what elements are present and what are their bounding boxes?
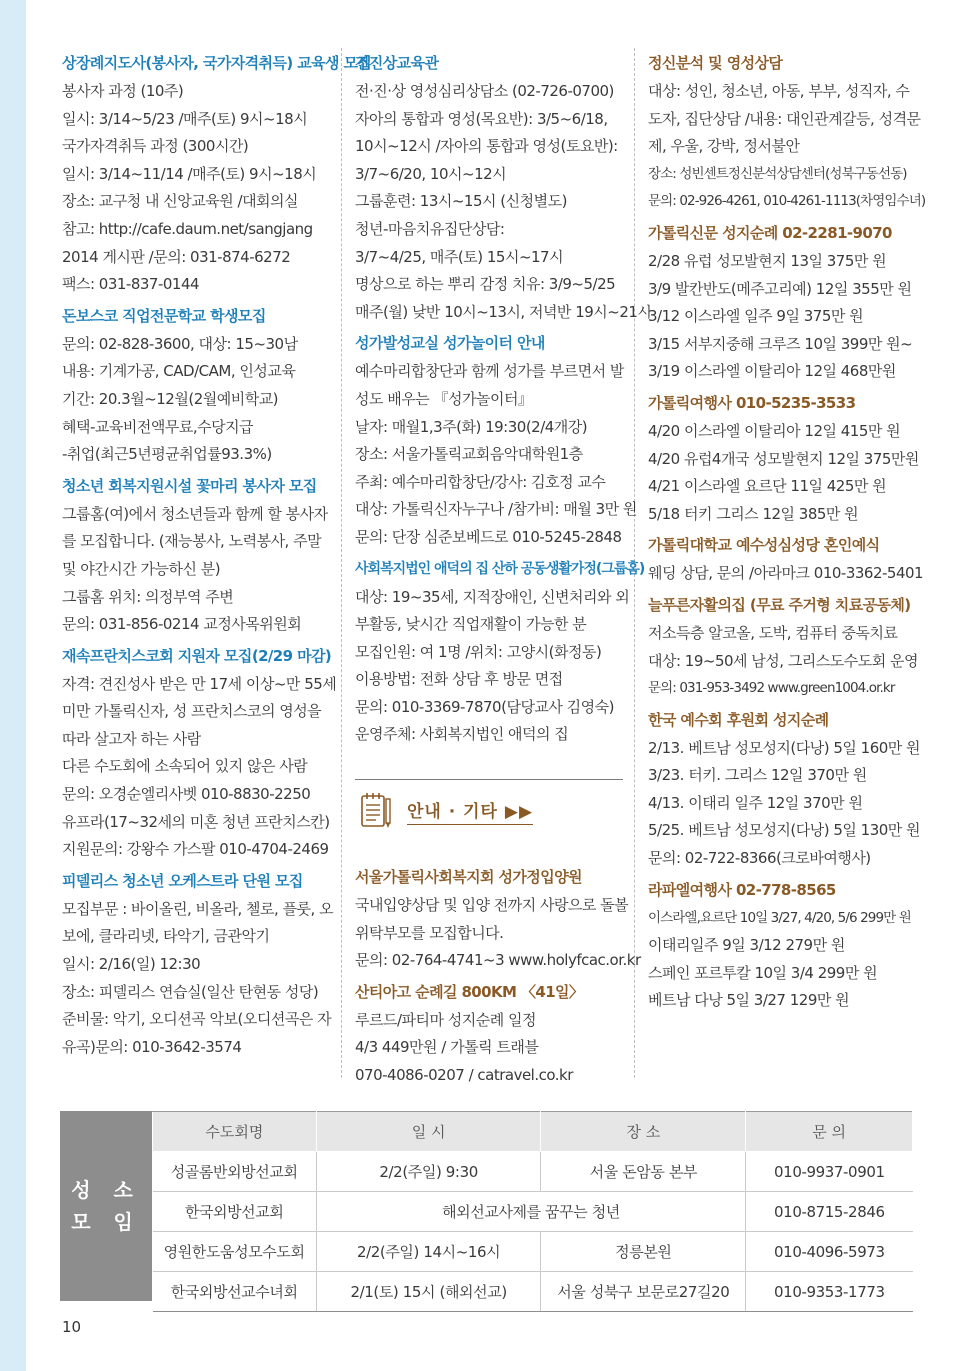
table-row [153, 1232, 913, 1272]
text-line: 5/18 터키 그리스 12일 385만 원 [648, 504, 859, 523]
text-line: 전·진·상 영성심리상담소 (02-726-0700) [355, 82, 614, 100]
section-title: 산티아고 순례길 800KM 〈41일〉 [355, 982, 584, 1001]
section-body [355, 1007, 623, 1090]
text-line: 스페인 포르투칼 10일 3/4 299만 원 [648, 963, 878, 982]
section-body [62, 78, 330, 299]
text-line: 루르드/파티마 성지순례 일정 [355, 1010, 536, 1029]
text-line: 예수마리합창단과 함께 성가를 부르면서 발 [355, 362, 624, 381]
section-title: 늘푸른자활의집 (무료 주거형 치료공동체) [648, 595, 911, 614]
column-2 [355, 46, 652, 1090]
section-title: 가톨릭대학교 예수성심성당 혼인예식 [648, 536, 880, 555]
table-cell: 2/2(주일) 9:30 [316, 1152, 541, 1192]
text-line: 일시: 3/14~5/23 /매주(토) 9시~18시 [62, 109, 308, 128]
page-number: 10 [62, 1318, 82, 1336]
text-line: 자아의 통합과 영성(목요반): 3/5~6/18, [355, 109, 608, 128]
text-line: 070-4086-0207 / catravel.co.kr [355, 1066, 573, 1085]
section-title: 가톨릭신문 성지순례 02-2281-9070 [648, 223, 892, 242]
text-line: 부활동, 낮시간 직업재활이 가능한 분 [355, 615, 587, 634]
section-title: 성가발성교실 성가놀이터 안내 [355, 334, 545, 353]
text-line: 장소: 교구청 내 신앙교육원 /대회의실 [62, 192, 299, 211]
side-label-line: 성 소 [71, 1178, 141, 1202]
text-line: 2014 게시판 /문의: 031-874-6272 [62, 247, 291, 266]
text-line: 유곡)문의: 010-3642-3574 [62, 1037, 242, 1056]
text-line: 운영주체: 사회복지법인 애덕의 집 [355, 725, 569, 744]
column-header: 일 시 [316, 1112, 541, 1152]
section-title: 사회복지법인 애덕의 집 산하 공동생활가정(그룹홈) [355, 560, 645, 577]
text-line: 3/15 서부지중해 크루즈 10일 399만 원~ [648, 334, 913, 353]
column-3 [648, 46, 926, 1015]
table-side-label [60, 1111, 152, 1301]
column-header: 장 소 [541, 1112, 746, 1152]
section-body [355, 892, 641, 975]
section-title: 상장례지도사(봉사자, 국가자격취득) 교육생 모집 [62, 54, 372, 72]
section-title: 피델리스 청소년 오케스트라 단원 모집 [62, 871, 303, 890]
text-line: 날자: 매월1,3주(화) 19:30(2/4개강) [355, 417, 588, 436]
vocation-meeting-table [60, 1111, 913, 1301]
section-body [355, 78, 652, 326]
table-row [153, 1272, 913, 1312]
text-line: 이스라엘,요르단 10일 3/27, 4/20, 5/6 299만 원 [648, 909, 911, 926]
section-title: 가톨릭여행사 010-5235-3533 [648, 393, 856, 412]
text-line: 팩스: 031-837-0144 [62, 275, 200, 294]
text-line: 일시: 2/16(일) 12:30 [62, 955, 201, 974]
text-line: 봉사자 과정 (10주) [62, 82, 184, 100]
table-header-row [153, 1112, 913, 1152]
section-body [648, 735, 921, 873]
table-cell: 2/2(주일) 14시~16시 [316, 1232, 541, 1272]
text-line: 4/20 유럽4개국 성모발현지 12일 375만원 [648, 449, 919, 468]
text-line: 국가자격취득 과정 (300시간) [62, 137, 249, 156]
section-body [62, 501, 330, 639]
column-header: 문 의 [746, 1112, 913, 1152]
table-row [153, 1192, 913, 1232]
text-line: 문의: 02-764-4741~3 www.holyfcac.or.kr [355, 951, 641, 970]
text-line: 그룹홈(여)에서 청소년들과 함께 할 봉사자 [62, 504, 328, 523]
text-line: 를 모집합니다. (재능봉사, 노력봉사, 주말 [62, 532, 322, 551]
text-line: 문의: 오경순엘리사벳 010-8830-2250 [62, 785, 311, 804]
notice-label: 안내 · 기타 ▶▶ [407, 797, 533, 825]
text-line: 4/3 449만원 / 가톨릭 트래블 [355, 1038, 539, 1057]
text-line: 이태리일주 9일 3/12 279만 원 [648, 936, 845, 955]
text-line: 지원문의: 강왕수 가스팔 010-4704-2469 [62, 840, 329, 859]
text-line: 저소득층 알코올, 도박, 컴퓨터 중독치료 [648, 623, 898, 642]
text-line: 모집부문 : 바이올린, 비올라, 첼로, 플룻, 오 [62, 899, 334, 918]
text-line: 미만 가톨릭신자, 성 프란치스코의 영성을 [62, 702, 322, 721]
text-line: 장소: 피델리스 연습실(일산 탄현동 성당) [62, 982, 319, 1001]
text-line: 3/7~4/25, 매주(토) 15시~17시 [355, 247, 564, 266]
text-line: 다른 수도회에 소속되어 있지 않은 사람 [62, 757, 308, 776]
section-title: 재속프란치스코회 지원자 모집(2/29 마감) [62, 646, 332, 665]
text-line: 자격: 견진성사 받은 만 17세 이상~만 55세 [62, 674, 337, 693]
table-cell: 성골롬반외방선교회 [153, 1152, 317, 1192]
column-divider [341, 48, 342, 1078]
text-line: 이용방법: 전화 상담 후 방문 면접 [355, 670, 563, 689]
text-line: 참고: http://cafe.daum.net/sangjang [62, 219, 313, 238]
section-body [648, 620, 916, 703]
text-line: 보에, 클라리넷, 타악기, 금관악기 [62, 927, 270, 946]
text-line: 제, 우울, 강박, 정서불안 [648, 137, 800, 156]
text-line: 2/13. 베트남 성모성지(다낭) 5일 160만 원 [648, 738, 921, 757]
table-cell: 한국외방선교회 [153, 1192, 317, 1232]
schedule-table [152, 1111, 913, 1312]
column-1 [62, 46, 372, 1061]
text-line: 내용: 기계가공, CAD/CAM, 인성교육 [62, 362, 296, 381]
text-line: 그룹훈련: 13시~15시 (신청별도) [355, 192, 567, 211]
section-title: 라파엘여행사 02-778-8565 [648, 880, 836, 899]
table-cell: 정릉본원 [541, 1232, 746, 1272]
table-cell: 해외선교사제를 꿈꾸는 청년 [316, 1192, 745, 1232]
section-body [648, 905, 916, 1015]
table-cell: 서울 성북구 보문로27길20 [541, 1272, 746, 1312]
text-line: 문의: 010-3369-7870(담당교사 김영숙) [355, 697, 615, 716]
section-title: 서울가톨릭사회복지회 성가정입양원 [355, 868, 582, 887]
text-line: 기간: 20.3월~12월(2월예비학교) [62, 389, 279, 408]
text-line: 대상: 성인, 청소년, 아동, 부부, 성직자, 수 [648, 82, 910, 100]
text-line: 문의: 031-953-3492 www.green1004.or.kr [648, 680, 895, 697]
column-header: 수도회명 [153, 1112, 317, 1152]
section-body [62, 331, 330, 469]
left-color-band [0, 0, 26, 1371]
text-line: 국내입양상담 및 입양 전까지 사랑으로 돌볼 [355, 896, 629, 915]
text-line: 위탁부모를 모집합니다. [355, 923, 504, 942]
text-line: 장소: 서울가톨릭교회음악대학원1층 [355, 445, 583, 464]
table-cell: 010-9937-0901 [746, 1152, 913, 1192]
section-title: 한국 예수회 후원회 성지순례 [648, 710, 829, 729]
table-row [153, 1152, 913, 1192]
section-body [648, 560, 924, 588]
text-line: 주최: 예수마리합창단/강사: 김호정 교수 [355, 472, 606, 491]
text-line: 청년-마음치유집단상담: [355, 219, 505, 238]
text-line: 10시~12시 /자아의 통합과 영성(토요반): [355, 137, 618, 156]
text-line: 유프라(17~32세의 미혼 청년 프란치스칸) [62, 812, 330, 831]
section-body [648, 418, 919, 528]
text-line: 베트남 다낭 5일 3/27 129만 원 [648, 991, 850, 1010]
table-cell: 서울 돈암동 본부 [541, 1152, 746, 1192]
section-body [355, 584, 630, 750]
notice-header [355, 779, 623, 842]
text-line: -취업(최근5년평균취업률93.3%) [62, 445, 272, 464]
text-line: 4/20 이스라엘 이탈리아 12일 415만 원 [648, 421, 901, 440]
table-cell: 2/1(토) 15시 (해외선교) [316, 1272, 541, 1312]
text-line: 문의: 031-856-0214 교정사목위원회 [62, 615, 302, 634]
text-line: 3/7~6/20, 10시~12시 [355, 164, 507, 183]
text-line: 대상: 19~50세 남성, 그리스도수도회 운영 [648, 651, 918, 670]
notepad-pencil-icon [359, 791, 393, 831]
text-line: 및 야간시간 가능하신 분) [62, 559, 221, 578]
text-line: 모집인원: 여 1명 /위치: 고양시(화정동) [355, 642, 602, 661]
text-line: 혜택-교육비전액무료,수당지급 [62, 417, 254, 436]
table-cell: 010-8715-2846 [746, 1192, 913, 1232]
text-line: 문의: 02-828-3600, 대상: 15~30남 [62, 334, 298, 353]
section-title: 돈보스코 직업전문학교 학생모집 [62, 306, 266, 325]
table-cell: 영원한도움성모수도회 [153, 1232, 317, 1272]
text-line: 문의: 02-926-4261, 010-4261-1113(차영임수녀) [648, 193, 926, 210]
text-line: 3/9 발칸반도(메주고리예) 12일 355만 원 [648, 279, 912, 298]
section-body [355, 358, 637, 551]
text-line: 문의: 단장 심준보베드로 010-5245-2848 [355, 527, 622, 546]
text-line: 웨딩 상담, 문의 /아라마크 010-3362-5401 [648, 564, 924, 583]
text-line: 대상: 19~35세, 지적장애인, 신변처리와 외 [355, 587, 630, 606]
text-line: 3/12 이스라엘 일주 9일 375만 원 [648, 307, 864, 326]
text-line: 일시: 3/14~11/14 /매주(토) 9시~18시 [62, 164, 317, 183]
section-body [648, 78, 926, 216]
text-line: 2/28 유럽 성모발현지 13일 375만 원 [648, 251, 887, 270]
text-line: 성도 배우는 『성가놀이터』 [355, 389, 533, 408]
text-line: 대상: 가톨릭신자누구나 /참가비: 매월 3만 원 [355, 500, 637, 519]
text-line: 장소: 성빈센트정신분석상담센터(성북구동선동) [648, 165, 907, 182]
table-cell: 010-9353-1773 [746, 1272, 913, 1312]
text-line: 3/19 이스라엘 이탈리아 12일 468만원 [648, 362, 896, 381]
section-body [62, 671, 337, 864]
text-line: 문의: 02-722-8366(크로바여행사) [648, 849, 871, 868]
text-line: 3/23. 터키. 그리스 12일 370만 원 [648, 766, 867, 785]
text-line: 그룹홈 위치: 의정부역 주변 [62, 587, 234, 606]
text-line: 4/21 이스라엘 요르단 11일 425만 원 [648, 477, 887, 496]
section-title: 전진상교육관 [355, 54, 439, 72]
text-line: 준비물: 악기, 오디션곡 악보(오디션곡은 자 [62, 1010, 332, 1029]
text-line: 매주(월) 낮반 10시~13시, 저녁반 19시~21시 [355, 302, 652, 321]
side-label-line: 모 임 [71, 1210, 141, 1234]
section-body [648, 248, 916, 386]
text-line: 명상으로 하는 뿌리 감정 치유: 3/9~5/25 [355, 275, 616, 294]
text-line: 5/25. 베트남 성모성지(다낭) 5일 130만 원 [648, 821, 921, 840]
table-cell: 010-4096-5973 [746, 1232, 913, 1272]
text-line: 4/13. 이태리 일주 12일 370만 원 [648, 793, 863, 812]
text-line: 따라 살고자 하는 사람 [62, 729, 201, 748]
table-cell: 한국외방선교수녀회 [153, 1272, 317, 1312]
text-line: 도자, 집단상담 /내용: 대인관계갈등, 성격문 [648, 109, 921, 128]
section-title: 청소년 회복지원시설 꽃마리 봉사자 모집 [62, 476, 317, 495]
section-title: 정신분석 및 영성상담 [648, 54, 783, 72]
section-body [62, 896, 334, 1062]
